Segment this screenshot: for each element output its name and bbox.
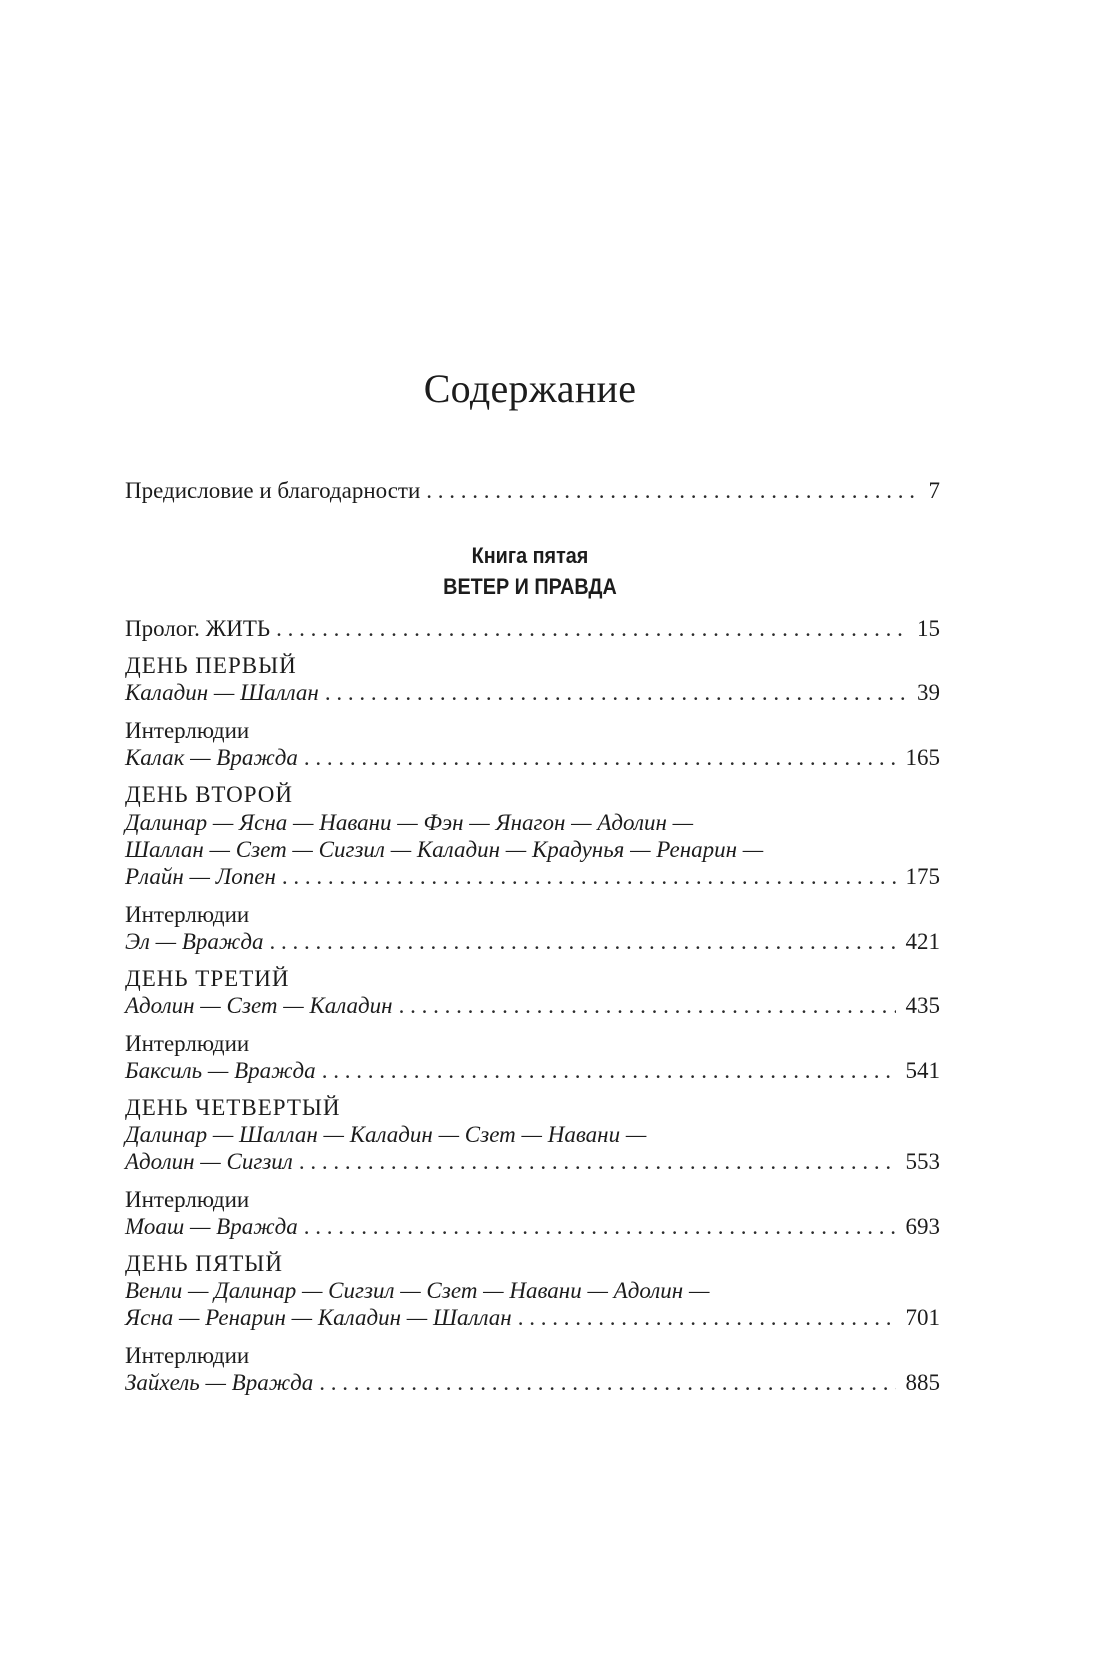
- dot-leader: [304, 743, 896, 773]
- toc-entry-day-5[interactable]: [125, 1303, 940, 1333]
- toc-entry-label: Адолин — Сигзил: [125, 1149, 293, 1174]
- toc-entry-label: Адолин — Сзет — Каладин: [125, 993, 393, 1018]
- section-heading-interlude-2: Интерлюдии: [125, 902, 250, 927]
- book-number: Книга пятая: [471, 543, 589, 568]
- toc-entry-interlude-5[interactable]: [125, 1368, 940, 1398]
- toc-page-number: 421: [905, 929, 940, 954]
- book-title: ВЕТЕР И ПРАВДА: [443, 574, 617, 599]
- toc-entry-day-2[interactable]: [125, 862, 940, 892]
- section-heading-day-5: ДЕНЬ ПЯТЫЙ: [125, 1251, 283, 1276]
- toc-entry-interlude-2[interactable]: [125, 927, 940, 957]
- dot-leader: [319, 1368, 895, 1398]
- toc-page-number: 553: [905, 1149, 940, 1174]
- toc-page-number: 701: [905, 1305, 940, 1330]
- toc-entry-line: Далинар — Шаллан — Каладин — Сзет — Навани —: [125, 1122, 647, 1147]
- toc-page-number: 693: [905, 1214, 940, 1239]
- section-heading-interlude-3: Интерлюдии: [125, 1031, 250, 1056]
- dot-leader: [518, 1303, 896, 1333]
- toc-entry-label: Зайхель — Вражда: [125, 1370, 314, 1395]
- section-heading-day-2: ДЕНЬ ВТОРОЙ: [125, 782, 293, 807]
- section-heading-interlude-4: Интерлюдии: [125, 1187, 250, 1212]
- dot-leader: [276, 614, 907, 644]
- toc-page-number: 165: [905, 745, 940, 770]
- page-title: Содержание: [423, 366, 637, 411]
- toc-page-number: 435: [905, 993, 940, 1018]
- toc-page-number: 39: [917, 680, 940, 705]
- dot-leader: [304, 1212, 896, 1242]
- dot-leader: [299, 1147, 896, 1177]
- toc-entry-label: Моаш — Вражда: [125, 1214, 298, 1239]
- toc-entry-label: Каладин — Шаллан: [125, 680, 319, 705]
- toc-entry-label: Рлайн — Лопен: [125, 864, 276, 889]
- toc-entry-label: Пролог. ЖИТЬ: [125, 616, 271, 641]
- toc-entry-label: Эл — Вражда: [125, 929, 264, 954]
- dot-leader: [426, 476, 918, 506]
- toc-page-number: 7: [928, 478, 940, 503]
- toc-page-number: 885: [905, 1370, 940, 1395]
- dot-leader: [399, 991, 896, 1021]
- section-heading-day-4: ДЕНЬ ЧЕТВЕРТЫЙ: [125, 1095, 341, 1120]
- dot-leader: [322, 1056, 896, 1086]
- toc-entry-label: Баксиль — Вражда: [125, 1058, 316, 1083]
- toc-entry-line: Венли — Далинар — Сигзил — Сзет — Навани — Адолин —: [125, 1278, 710, 1303]
- section-heading-interlude-1: Интерлюдии: [125, 718, 250, 743]
- section-heading-interlude-5: Интерлюдии: [125, 1343, 250, 1368]
- toc-entry-day-4[interactable]: [125, 1147, 940, 1177]
- toc-entry-label: Калак — Вражда: [125, 745, 298, 770]
- section-heading-day-1: ДЕНЬ ПЕРВЫЙ: [125, 653, 297, 678]
- dot-leader: [325, 678, 907, 708]
- toc-page-number: 15: [917, 616, 940, 641]
- toc-entry-interlude-4[interactable]: [125, 1212, 940, 1242]
- toc-entry-line: Шаллан — Сзет — Сигзил — Каладин — Крадунья — Ренарин —: [125, 837, 764, 862]
- toc-entry-prologue[interactable]: [125, 614, 940, 644]
- toc-entry-label: Предисловие и благодарности: [125, 478, 421, 503]
- section-heading-day-3: ДЕНЬ ТРЕТИЙ: [125, 966, 290, 991]
- toc-entry-preface[interactable]: [125, 476, 940, 506]
- dot-leader: [269, 927, 895, 957]
- toc-entry-interlude-1[interactable]: [125, 743, 940, 773]
- toc-page-number: 541: [905, 1058, 940, 1083]
- toc-entry-day-1[interactable]: [125, 678, 940, 708]
- toc-entry-day-3[interactable]: [125, 991, 940, 1021]
- toc-entry-interlude-3[interactable]: [125, 1056, 940, 1086]
- toc-page-number: 175: [905, 864, 940, 889]
- toc-entry-label: Ясна — Ренарин — Каладин — Шаллан: [125, 1305, 512, 1330]
- toc-entry-line: Далинар — Ясна — Навани — Фэн — Янагон — Адолин —: [125, 810, 694, 835]
- dot-leader: [282, 862, 896, 892]
